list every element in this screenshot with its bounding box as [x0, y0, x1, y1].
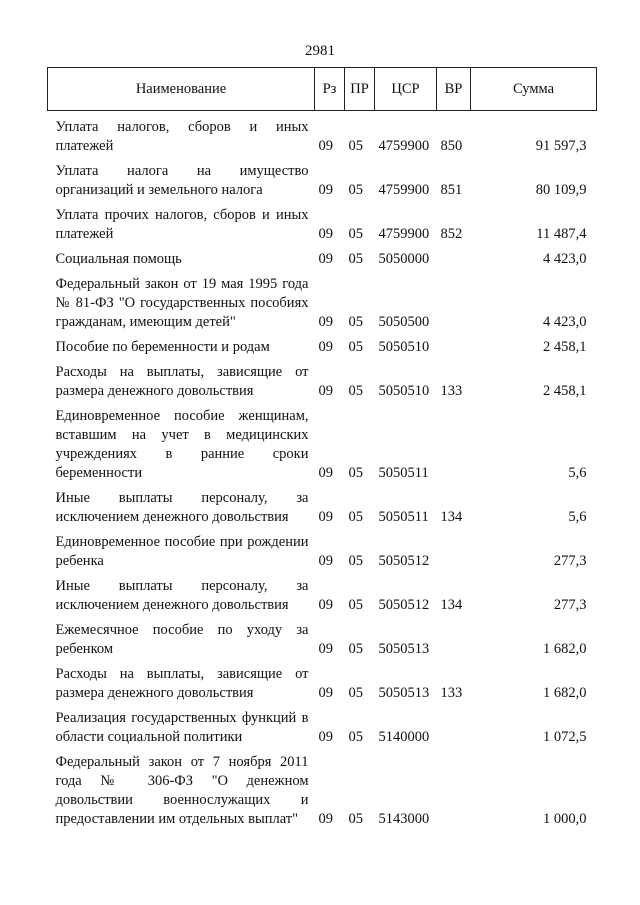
cell-pr: 05: [348, 314, 363, 330]
cell-pr: 05: [348, 383, 363, 399]
cell-pr: 05: [348, 729, 363, 745]
cell-pr: 05: [348, 685, 363, 701]
cell-csr: 5050512: [378, 553, 430, 569]
header-pr: ПР: [345, 68, 375, 111]
cell-rz: 09: [318, 729, 333, 745]
table-row: [48, 747, 597, 829]
header-vr: ВР: [437, 68, 471, 111]
table-row: [48, 332, 597, 357]
cell-pr: 05: [348, 597, 363, 613]
cell-vr: 852: [440, 226, 463, 242]
cell-sum: 277,3: [553, 553, 587, 569]
cell-vr: [437, 269, 471, 332]
cell-rz: 09: [318, 339, 333, 355]
cell-name: Ежемесячное пособие по уходу за ребенком: [55, 622, 309, 657]
cell-sum: 1 000,0: [543, 811, 587, 827]
table-row: [48, 527, 597, 571]
cell-vr: [437, 244, 471, 269]
cell-vr: [437, 615, 471, 659]
cell-vr: 133: [440, 383, 463, 399]
table-row: [48, 659, 597, 703]
cell-sum: 1 682,0: [543, 685, 587, 701]
cell-csr: 5050511: [378, 465, 429, 481]
cell-sum: 5,6: [568, 465, 587, 481]
cell-rz: 09: [318, 226, 333, 242]
cell-name: Социальная помощь: [55, 251, 182, 267]
cell-rz: 09: [318, 465, 333, 481]
cell-rz: 09: [318, 641, 333, 657]
cell-csr: 5050512: [378, 597, 430, 613]
cell-name: Уплата налога на имущество организаций и земельного налога: [55, 163, 309, 198]
cell-csr: 5050513: [378, 641, 430, 657]
table-row: [48, 703, 597, 747]
cell-name: Единовременное пособие женщинам, вставшим на учет в медицинских учреждениях в ранние сроки беременности: [55, 408, 309, 481]
cell-sum: 4 423,0: [543, 314, 587, 330]
table-row: [48, 156, 597, 200]
cell-name: Федеральный закон от 19 мая 1995 года № 81-ФЗ "О государственных пособиях гражданам, имеющим детей": [55, 276, 309, 330]
cell-sum: 4 423,0: [543, 251, 587, 267]
cell-vr: [437, 703, 471, 747]
cell-csr: 4759900: [378, 138, 430, 154]
table-row: [48, 200, 597, 244]
cell-csr: 4759900: [378, 182, 430, 198]
table-row: [48, 571, 597, 615]
cell-name: Единовременное пособие при рождении ребенка: [55, 534, 309, 569]
cell-pr: 05: [348, 509, 363, 525]
cell-pr: 05: [348, 251, 363, 267]
cell-csr: 5050511: [378, 509, 429, 525]
cell-pr: 05: [348, 641, 363, 657]
cell-name: Уплата прочих налогов, сборов и иных платежей: [55, 207, 309, 242]
cell-pr: 05: [348, 811, 363, 827]
header-sum: Сумма: [471, 68, 597, 111]
cell-vr: 134: [440, 597, 463, 613]
cell-pr: 05: [348, 339, 363, 355]
cell-rz: 09: [318, 811, 333, 827]
cell-csr: 5050510: [378, 383, 430, 399]
table-row: [48, 111, 597, 157]
cell-sum: 2 458,1: [543, 339, 587, 355]
cell-vr: [437, 527, 471, 571]
cell-rz: 09: [318, 383, 333, 399]
table-body: [48, 111, 597, 830]
cell-sum: 2 458,1: [543, 383, 587, 399]
table-row: [48, 615, 597, 659]
cell-name: Расходы на выплаты, зависящие от размера денежного довольствия: [55, 364, 309, 399]
cell-pr: 05: [348, 465, 363, 481]
header-csr: ЦСР: [375, 68, 437, 111]
cell-csr: 5143000: [378, 811, 430, 827]
table-row: [48, 269, 597, 332]
cell-vr: [437, 332, 471, 357]
budget-table: [47, 67, 597, 829]
cell-csr: 5140000: [378, 729, 430, 745]
cell-name: Реализация государственных функций в области социальной политики: [55, 710, 309, 745]
cell-csr: 5050000: [378, 251, 430, 267]
cell-rz: 09: [318, 138, 333, 154]
cell-pr: 05: [348, 182, 363, 198]
cell-name: Расходы на выплаты, зависящие от размера денежного довольствия: [55, 666, 309, 701]
cell-rz: 09: [318, 685, 333, 701]
cell-csr: 4759900: [378, 226, 430, 242]
cell-name: Пособие по беременности и родам: [55, 339, 270, 355]
cell-name: Иные выплаты персоналу, за исключением денежного довольствия: [55, 578, 309, 613]
cell-rz: 09: [318, 509, 333, 525]
cell-rz: 09: [318, 182, 333, 198]
cell-vr: 851: [440, 182, 463, 198]
table-row: [48, 357, 597, 401]
cell-rz: 09: [318, 597, 333, 613]
cell-sum: 80 109,9: [535, 182, 587, 198]
cell-csr: 5050513: [378, 685, 430, 701]
table-row: [48, 483, 597, 527]
cell-sum: 1 682,0: [543, 641, 587, 657]
header-name: Наименование: [48, 68, 315, 111]
cell-vr: [437, 401, 471, 483]
cell-csr: 5050510: [378, 339, 430, 355]
cell-pr: 05: [348, 226, 363, 242]
cell-rz: 09: [318, 251, 333, 267]
cell-sum: 11 487,4: [536, 226, 587, 242]
cell-vr: 133: [440, 685, 463, 701]
cell-vr: [437, 747, 471, 829]
table-row: [48, 244, 597, 269]
cell-sum: 91 597,3: [535, 138, 587, 154]
cell-rz: 09: [318, 553, 333, 569]
table-row: [48, 401, 597, 483]
page-number: 2981: [305, 43, 335, 59]
header-rz: Рз: [315, 68, 345, 111]
cell-pr: 05: [348, 138, 363, 154]
cell-rz: 09: [318, 314, 333, 330]
cell-csr: 5050500: [378, 314, 430, 330]
cell-pr: 05: [348, 553, 363, 569]
cell-name: Федеральный закон от 7 ноября 2011 года № 306-ФЗ "О денежном довольствии военнослужащих и предоставлении им отдельных выплат": [55, 754, 309, 827]
cell-name: Уплата налогов, сборов и иных платежей: [55, 119, 309, 154]
cell-sum: 5,6: [568, 509, 587, 525]
cell-vr: 850: [440, 138, 463, 154]
cell-name: Иные выплаты персоналу, за исключением денежного довольствия: [55, 490, 309, 525]
cell-sum: 277,3: [553, 597, 587, 613]
cell-sum: 1 072,5: [543, 729, 587, 745]
table-header: [48, 68, 597, 111]
cell-vr: 134: [440, 509, 463, 525]
